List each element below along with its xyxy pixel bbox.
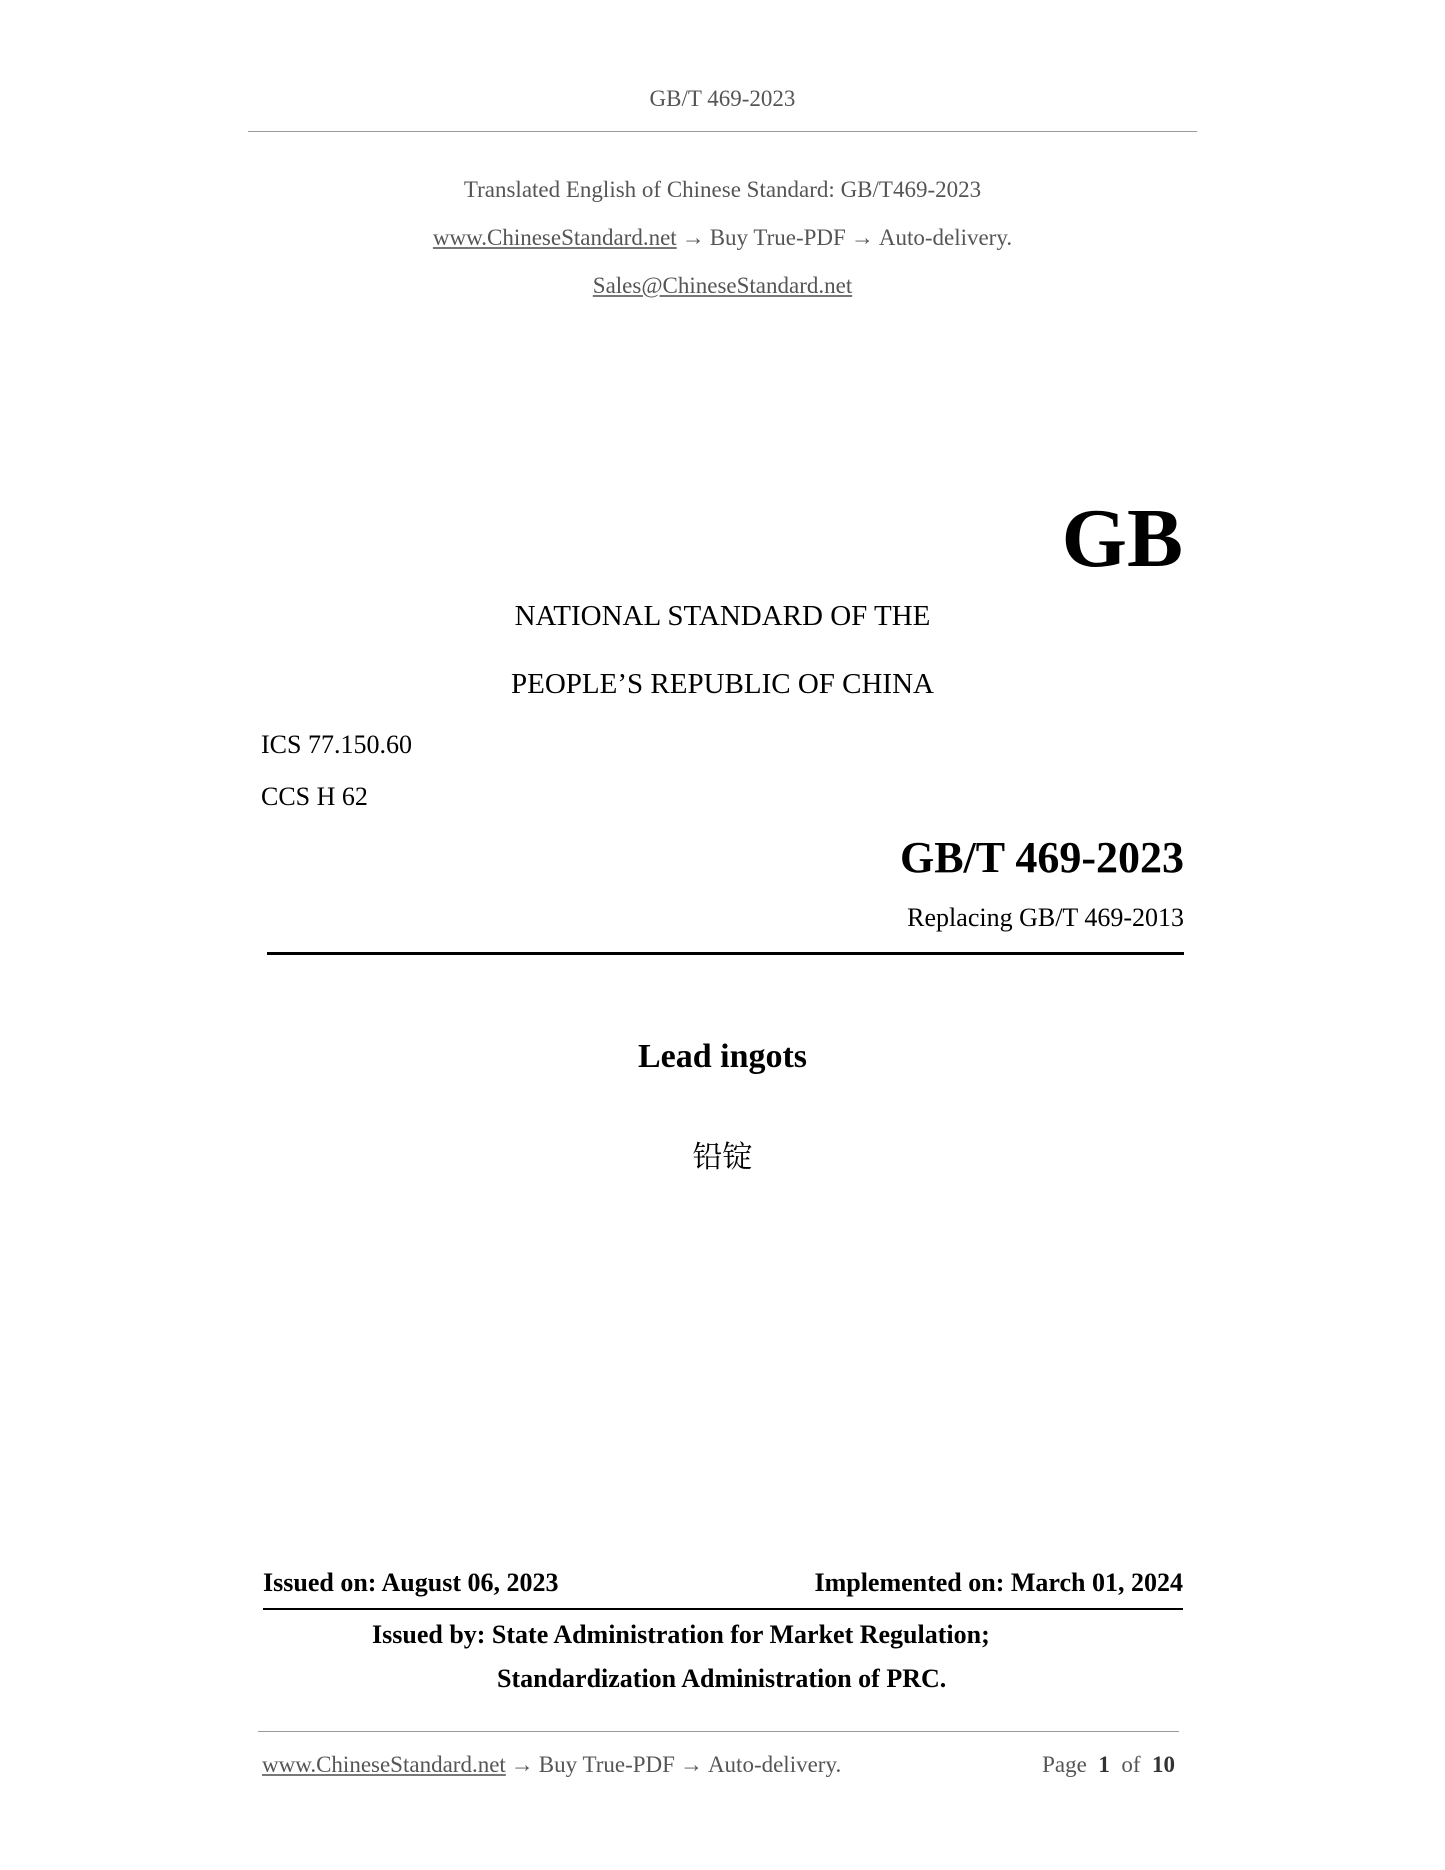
running-header-code: GB/T 469-2023 — [649, 86, 796, 111]
buy-true-pdf-text: Buy True-PDF — [709, 225, 846, 250]
page-indicator — [1042, 1752, 1175, 1778]
sales-line — [0, 273, 1445, 299]
page-label: Page — [1042, 1752, 1087, 1777]
title-divider — [267, 952, 1184, 955]
issue-divider — [263, 1608, 1183, 1610]
ccs-code: CCS H 62 — [261, 782, 368, 811]
footer-divider — [258, 1731, 1179, 1732]
buy-line — [0, 225, 1445, 251]
header-divider — [248, 131, 1197, 132]
translation-notice: Translated English of Chinese Standard: GB/T469-2023 — [463, 177, 982, 202]
footer-buy-true-pdf-text: Buy True-PDF — [538, 1752, 675, 1777]
national-standard-heading-line1: NATIONAL STANDARD OF THE — [514, 600, 931, 632]
page-total: 10 — [1152, 1752, 1175, 1777]
of-label: of — [1121, 1752, 1141, 1777]
auto-delivery-text: Auto-delivery. — [878, 225, 1013, 250]
sales-email-link[interactable]: Sales@ChineseStandard.net — [592, 273, 853, 298]
arrow-right-icon: → — [679, 1752, 703, 1777]
issued-by-line1: Issued by: State Administration for Market Regulation; — [372, 1620, 990, 1649]
site-link[interactable]: www.ChineseStandard.net — [432, 225, 677, 250]
page-current: 1 — [1098, 1752, 1110, 1777]
implemented-on-date: Implemented on: March 01, 2024 — [814, 1568, 1183, 1597]
document-title-chinese: 铅锭 — [692, 1140, 753, 1175]
footer-site-link[interactable]: www.ChineseStandard.net — [262, 1752, 506, 1777]
standard-number: GB/T 469-2023 — [899, 833, 1184, 882]
arrow-right-icon: → — [681, 225, 705, 250]
footer-buy-line — [262, 1752, 841, 1778]
footer-auto-delivery-text: Auto-delivery. — [707, 1752, 842, 1777]
issued-on-date: Issued on: August 06, 2023 — [263, 1568, 559, 1597]
document-title: Lead ingots — [637, 1038, 808, 1075]
ics-code: ICS 77.150.60 — [261, 730, 412, 759]
arrow-right-icon: → — [850, 225, 874, 250]
gb-mark: GB — [1061, 492, 1183, 585]
national-standard-heading-line2: PEOPLE’S REPUBLIC OF CHINA — [511, 668, 934, 700]
issued-by-line2: Standardization Administration of PRC. — [497, 1664, 947, 1693]
replacing-standard: Replacing GB/T 469-2013 — [907, 903, 1184, 932]
arrow-right-icon: → — [510, 1752, 534, 1777]
